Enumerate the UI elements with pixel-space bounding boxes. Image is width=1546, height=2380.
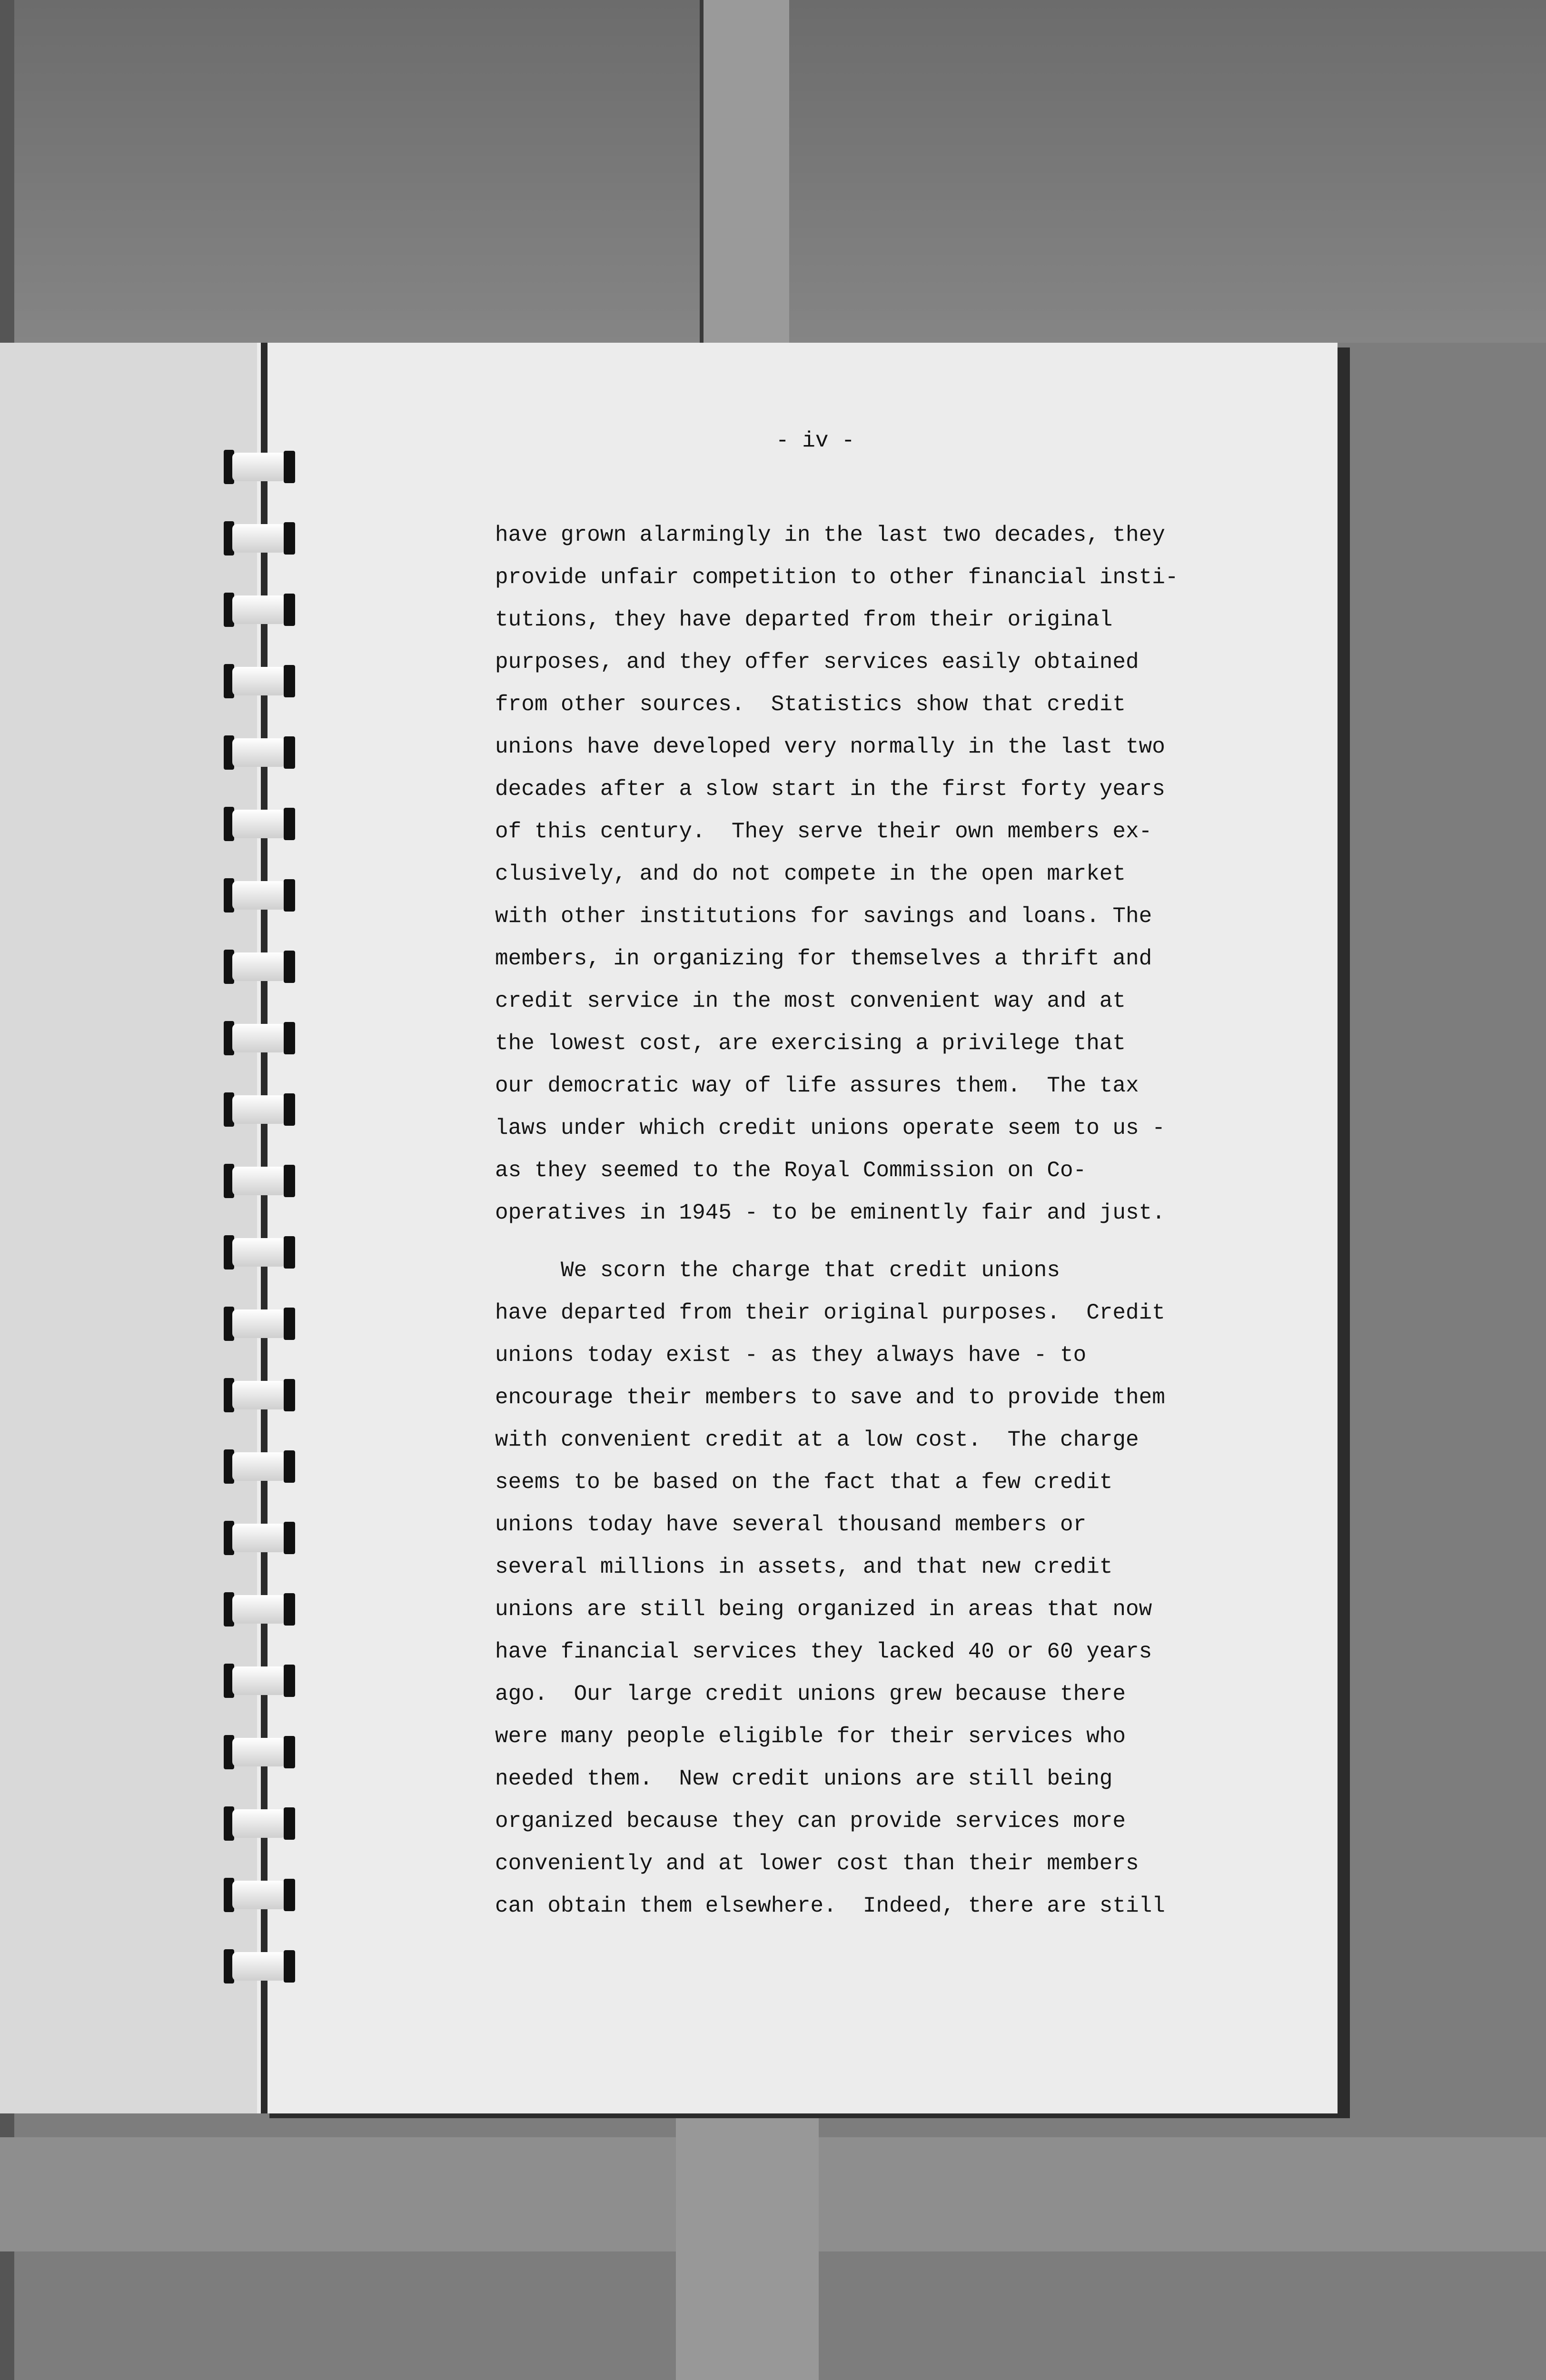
- text-line: purposes, and they offer services easily obtained: [495, 650, 1139, 674]
- binding-coil: [224, 521, 295, 555]
- text-line: unions today exist - as they always have - to: [495, 1343, 1087, 1368]
- binding-coil: [224, 450, 295, 484]
- text-line: decades after a slow start in the first forty years: [495, 777, 1165, 802]
- text-line: our democratic way of life assures them. The tax: [495, 1073, 1139, 1098]
- backdrop-strip: [700, 0, 789, 343]
- binding-coil: [224, 878, 295, 912]
- text-line: as they seemed to the Royal Commission on Co-: [495, 1158, 1087, 1183]
- binding-coil: [224, 664, 295, 698]
- text-line: of this century. They serve their own members ex-: [495, 819, 1152, 844]
- text-line: unions have developed very normally in the last two: [495, 734, 1165, 759]
- text-line: operatives in 1945 - to be eminently fair and just.: [495, 1200, 1165, 1225]
- binding-coil: [224, 1021, 295, 1055]
- text-line: can obtain them elsewhere. Indeed, there are still: [495, 1894, 1165, 1918]
- binding-coil: [224, 1307, 295, 1341]
- binding-coil: [224, 735, 295, 770]
- text-line: seems to be based on the fact that a few credit: [495, 1470, 1113, 1495]
- page-number: - iv -: [776, 428, 855, 453]
- binding-coil: [224, 807, 295, 841]
- text-line: tutions, they have departed from their original: [495, 607, 1113, 632]
- binding-coil: [224, 1449, 295, 1484]
- binding-coil: [224, 1378, 295, 1412]
- text-line: with other institutions for savings and loans. The: [495, 904, 1152, 929]
- text-line: were many people eligible for their services who: [495, 1724, 1126, 1749]
- text-line: provide unfair competition to other financial insti-: [495, 565, 1179, 590]
- text-line: with convenient credit at a low cost. The charge: [495, 1428, 1139, 1452]
- binding-coil: [224, 1664, 295, 1698]
- binding-coil: [224, 1164, 295, 1198]
- paragraph-2: [495, 1250, 1171, 1927]
- text-line: have grown alarmingly in the last two decades, they: [495, 523, 1165, 547]
- binding-coil: [224, 1878, 295, 1912]
- text-line: We scorn the charge that credit unions: [495, 1258, 1060, 1283]
- text-line: the lowest cost, are exercising a privilege that: [495, 1031, 1126, 1056]
- text-line: laws under which credit unions operate seem to us -: [495, 1116, 1165, 1140]
- text-line: needed them. New credit unions are still being: [495, 1766, 1113, 1791]
- text-line: conveniently and at lower cost than their members: [495, 1851, 1139, 1876]
- paragraph-1: [495, 514, 1179, 1234]
- binding-coil: [224, 1735, 295, 1769]
- text-line: have financial services they lacked 40 or 60 years: [495, 1639, 1152, 1664]
- binding-coil: [224, 1592, 295, 1626]
- text-line: organized because they can provide services more: [495, 1809, 1126, 1834]
- text-line: encourage their members to save and to provide them: [495, 1385, 1165, 1410]
- binding-coil: [224, 950, 295, 984]
- text-line: have departed from their original purposes. Credit: [495, 1300, 1165, 1325]
- binding-coil: [224, 1521, 295, 1555]
- text-line: ago. Our large credit unions grew because there: [495, 1682, 1126, 1706]
- text-line: members, in organizing for themselves a thrift and: [495, 946, 1152, 971]
- text-line: from other sources. Statistics show that credit: [495, 692, 1126, 717]
- text-line: several millions in assets, and that new credit: [495, 1555, 1113, 1579]
- tape-strip: [676, 2094, 819, 2380]
- text-line: unions are still being organized in areas that now: [495, 1597, 1152, 1622]
- binding-coil: [224, 1806, 295, 1841]
- text-line: credit service in the most convenient way and at: [495, 989, 1126, 1013]
- binding-coil: [224, 1949, 295, 1983]
- binding-coil: [224, 1235, 295, 1269]
- text-line: clusively, and do not compete in the open market: [495, 862, 1126, 886]
- binding-coil: [224, 1092, 295, 1127]
- text-line: unions today have several thousand members or: [495, 1512, 1087, 1537]
- binding-coil: [224, 593, 295, 627]
